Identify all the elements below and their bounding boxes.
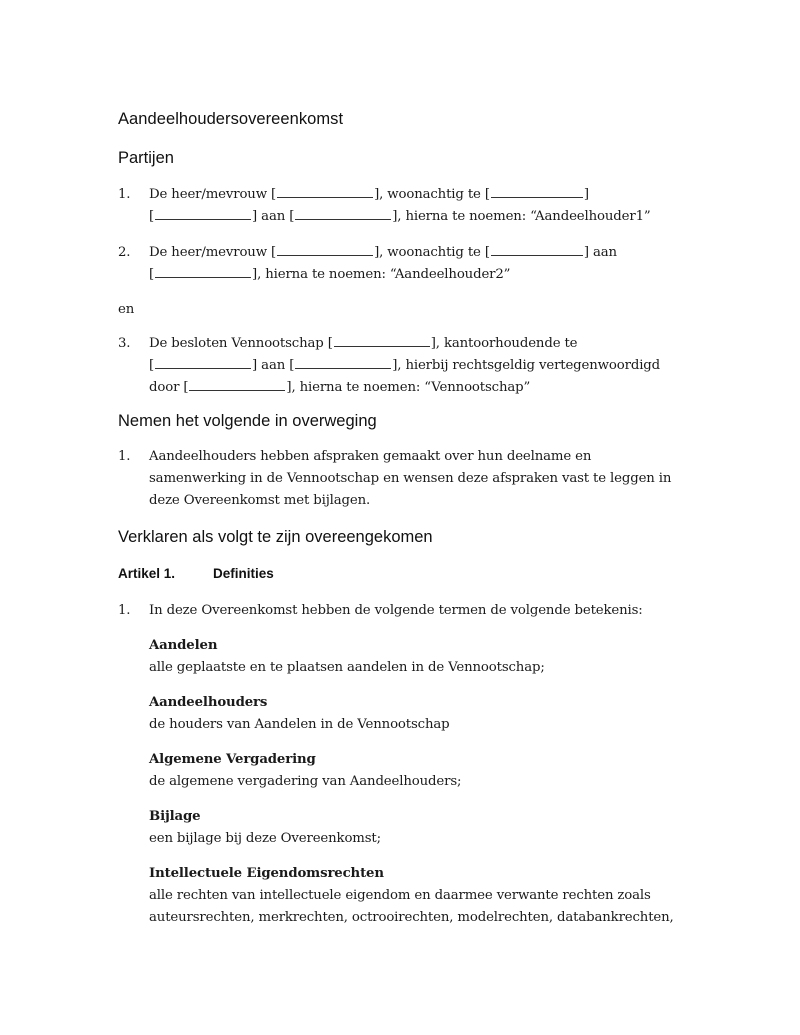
party-line bbox=[149, 264, 688, 286]
blank-address-field[interactable] bbox=[155, 207, 251, 220]
recital-item-1 bbox=[118, 446, 688, 512]
definition-text: de houders van Aandelen in de Vennootschap bbox=[149, 717, 450, 732]
definitions-intro-text: In deze Overeenkomst hebben de volgende termen de volgende betekenis: bbox=[149, 603, 643, 618]
definition-intellectuele-eigendomsrechten bbox=[118, 863, 688, 929]
definition-text-line: alle rechten van intellectuele eigendom en daarmee verwante rechten zoals bbox=[149, 888, 651, 903]
item-body bbox=[149, 333, 688, 399]
party-item-2 bbox=[118, 242, 688, 286]
definition-term: Algemene Vergadering bbox=[149, 752, 316, 767]
text-fragment: ], hierbij rechtsgeldig vertegenwoordigd bbox=[392, 358, 661, 373]
item-number: 1. bbox=[118, 449, 131, 464]
blank-residence-field[interactable] bbox=[491, 243, 583, 256]
text-fragment: ] aan bbox=[583, 245, 617, 260]
blank-name-field[interactable] bbox=[277, 185, 373, 198]
item-number: 2. bbox=[118, 245, 131, 260]
definition-term: Bijlage bbox=[149, 809, 201, 824]
conjunction-text: en bbox=[118, 302, 135, 317]
definition-text-line: auteursrechten, merkrechten, octrooirechten, modelrechten, databankrechten, bbox=[149, 910, 674, 925]
text-fragment: ], hierna te noemen: “Aandeelhouder2” bbox=[252, 267, 511, 282]
party-line bbox=[149, 333, 688, 355]
text-fragment: ], woonachtig te [ bbox=[374, 187, 490, 202]
blank-office-city-field[interactable] bbox=[155, 356, 251, 369]
text-fragment: ], kantoorhoudende te bbox=[430, 336, 578, 351]
text-fragment: ], woonachtig te [ bbox=[374, 245, 490, 260]
text-fragment: De heer/mevrouw [ bbox=[149, 245, 277, 260]
text-fragment: De besloten Vennootschap [ bbox=[149, 336, 333, 351]
definition-aandelen bbox=[118, 635, 688, 679]
article-heading bbox=[118, 564, 688, 584]
text-fragment: [ bbox=[149, 267, 155, 282]
text-fragment: ] aan [ bbox=[252, 209, 295, 224]
definition-algemene-vergadering bbox=[118, 749, 688, 793]
blank-name-field[interactable] bbox=[277, 243, 373, 256]
definition-term: Aandeelhouders bbox=[149, 695, 268, 710]
text-fragment: ], hierna te noemen: “Aandeelhouder1” bbox=[392, 209, 651, 224]
text-fragment: De heer/mevrouw [ bbox=[149, 187, 277, 202]
text-fragment: ] bbox=[583, 187, 589, 202]
article-number: Artikel 1. bbox=[118, 566, 176, 581]
definition-text: de algemene vergadering van Aandeelhouders; bbox=[149, 774, 462, 789]
blank-company-name-field[interactable] bbox=[334, 334, 430, 347]
item-number: 3. bbox=[118, 336, 131, 351]
party-line bbox=[149, 355, 688, 377]
party-line bbox=[149, 242, 688, 264]
text-fragment: ] aan [ bbox=[252, 358, 295, 373]
blank-address-field[interactable] bbox=[155, 265, 251, 278]
item-number: 1. bbox=[118, 603, 131, 618]
definition-aandeelhouders bbox=[118, 692, 688, 736]
definition-term: Intellectuele Eigendomsrechten bbox=[149, 866, 384, 881]
item-body bbox=[149, 242, 688, 286]
definition-text: een bijlage bij deze Overeenkomst; bbox=[149, 831, 381, 846]
document-title: Aandeelhoudersovereenkomst bbox=[118, 110, 344, 128]
document-content bbox=[118, 108, 688, 929]
blank-office-street-field[interactable] bbox=[295, 356, 391, 369]
party-line bbox=[149, 377, 688, 399]
definition-term: Aandelen bbox=[149, 638, 218, 653]
blank-residence-field[interactable] bbox=[491, 185, 583, 198]
definition-text: alle geplaatste en te plaatsen aandelen in de Vennootschap; bbox=[149, 660, 545, 675]
section-heading-overweging: Nemen het volgende in overweging bbox=[118, 412, 377, 430]
text-fragment: [ bbox=[149, 209, 155, 224]
party-item-3 bbox=[118, 333, 688, 399]
article-title: Definities bbox=[213, 566, 274, 581]
recital-text: Aandeelhouders hebben afspraken gemaakt over hun deelname en samenwerking in de Vennootschap en wensen deze afspraken vast te leggen in deze Overeenkomst met bijlagen. bbox=[149, 449, 672, 508]
definition-bijlage bbox=[118, 806, 688, 850]
section-heading-partijen: Partijen bbox=[118, 149, 174, 167]
item-body bbox=[149, 184, 688, 228]
blank-street-field[interactable] bbox=[295, 207, 391, 220]
party-line bbox=[149, 184, 688, 206]
text-fragment: ], hierna te noemen: “Vennootschap” bbox=[286, 380, 531, 395]
blank-representative-field[interactable] bbox=[189, 378, 285, 391]
text-fragment: [ bbox=[149, 358, 155, 373]
party-item-1 bbox=[118, 184, 688, 228]
party-line bbox=[149, 206, 688, 228]
item-number: 1. bbox=[118, 187, 131, 202]
section-heading-overeengekomen: Verklaren als volgt te zijn overeengekomen bbox=[118, 528, 433, 546]
definitions-intro-item bbox=[118, 600, 688, 622]
text-fragment: door [ bbox=[149, 380, 189, 395]
